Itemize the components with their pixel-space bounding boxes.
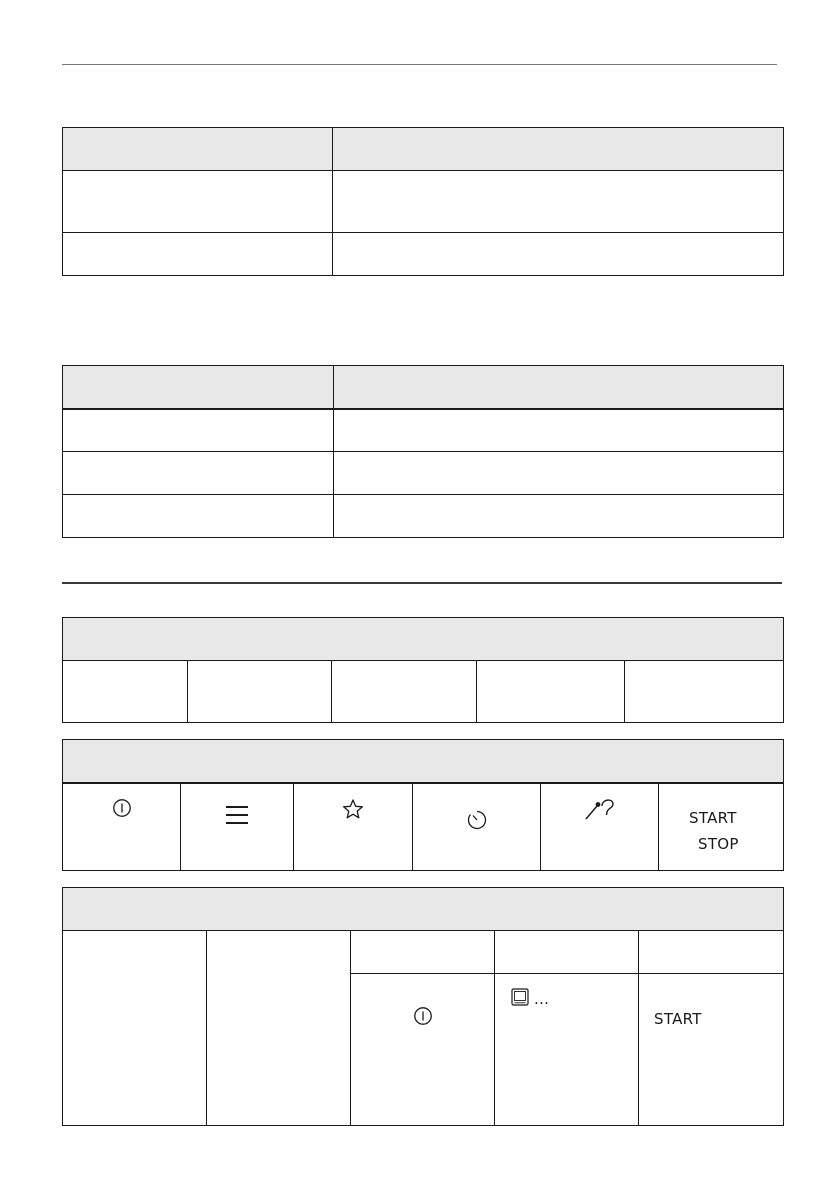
table-2-cell (334, 409, 784, 452)
table-3-cell (188, 661, 332, 723)
start-stop-icon (659, 784, 783, 857)
table-1-cell (333, 233, 784, 276)
settings-table-header (63, 888, 784, 931)
table-2-header-cell-2 (334, 366, 784, 409)
settings-cell-col-2 (207, 931, 351, 1126)
table-2-cell (63, 409, 334, 452)
table-3-header (63, 618, 784, 661)
start-label: START (689, 808, 737, 827)
settings-cell (495, 931, 639, 974)
table-3-cell (625, 661, 784, 723)
settings-cell-oven-display (495, 974, 639, 1126)
menu-icon (225, 805, 249, 825)
controls-table (62, 739, 784, 871)
table-2 (62, 365, 784, 538)
stop-label: STOP (698, 834, 739, 853)
table-2-cell (63, 495, 334, 538)
settings-cell (639, 931, 784, 974)
oven-display-icon (511, 988, 529, 1006)
controls-cell-food-sensor (541, 783, 659, 871)
start-label: START (654, 1010, 702, 1028)
settings-table (62, 887, 784, 1126)
table-3-cell (477, 661, 625, 723)
controls-cell-menu (181, 783, 294, 871)
table-2-cell (334, 452, 784, 495)
food-sensor-icon (583, 796, 617, 822)
table-3-cell (63, 661, 188, 723)
settings-cell-start (639, 974, 784, 1126)
power-icon (413, 1006, 433, 1026)
table-1-cell (63, 233, 333, 276)
section-rule (62, 582, 782, 584)
ellipsis-text: ... (534, 990, 550, 1008)
controls-cell-timer (413, 783, 541, 871)
table-1 (62, 127, 784, 276)
table-1-cell (63, 171, 333, 233)
settings-cell-col-1 (63, 931, 207, 1126)
controls-cell-favourite (294, 783, 413, 871)
table-1-header-cell-2 (333, 128, 784, 171)
controls-cell-start-stop (659, 783, 784, 871)
settings-cell-power (351, 974, 495, 1126)
favourite-star-icon (342, 798, 364, 820)
table-2-cell (334, 495, 784, 538)
power-icon (112, 798, 132, 818)
table-3 (62, 617, 784, 723)
controls-table-header (63, 740, 784, 783)
table-3-cell (332, 661, 477, 723)
table-2-header-cell-1 (63, 366, 334, 409)
settings-cell (351, 931, 495, 974)
table-2-cell (63, 452, 334, 495)
table-1-header-cell-1 (63, 128, 333, 171)
header-rule (62, 64, 777, 65)
controls-cell-power (63, 783, 181, 871)
timer-icon (466, 809, 488, 831)
table-1-cell (333, 171, 784, 233)
start-icon (639, 974, 783, 1028)
